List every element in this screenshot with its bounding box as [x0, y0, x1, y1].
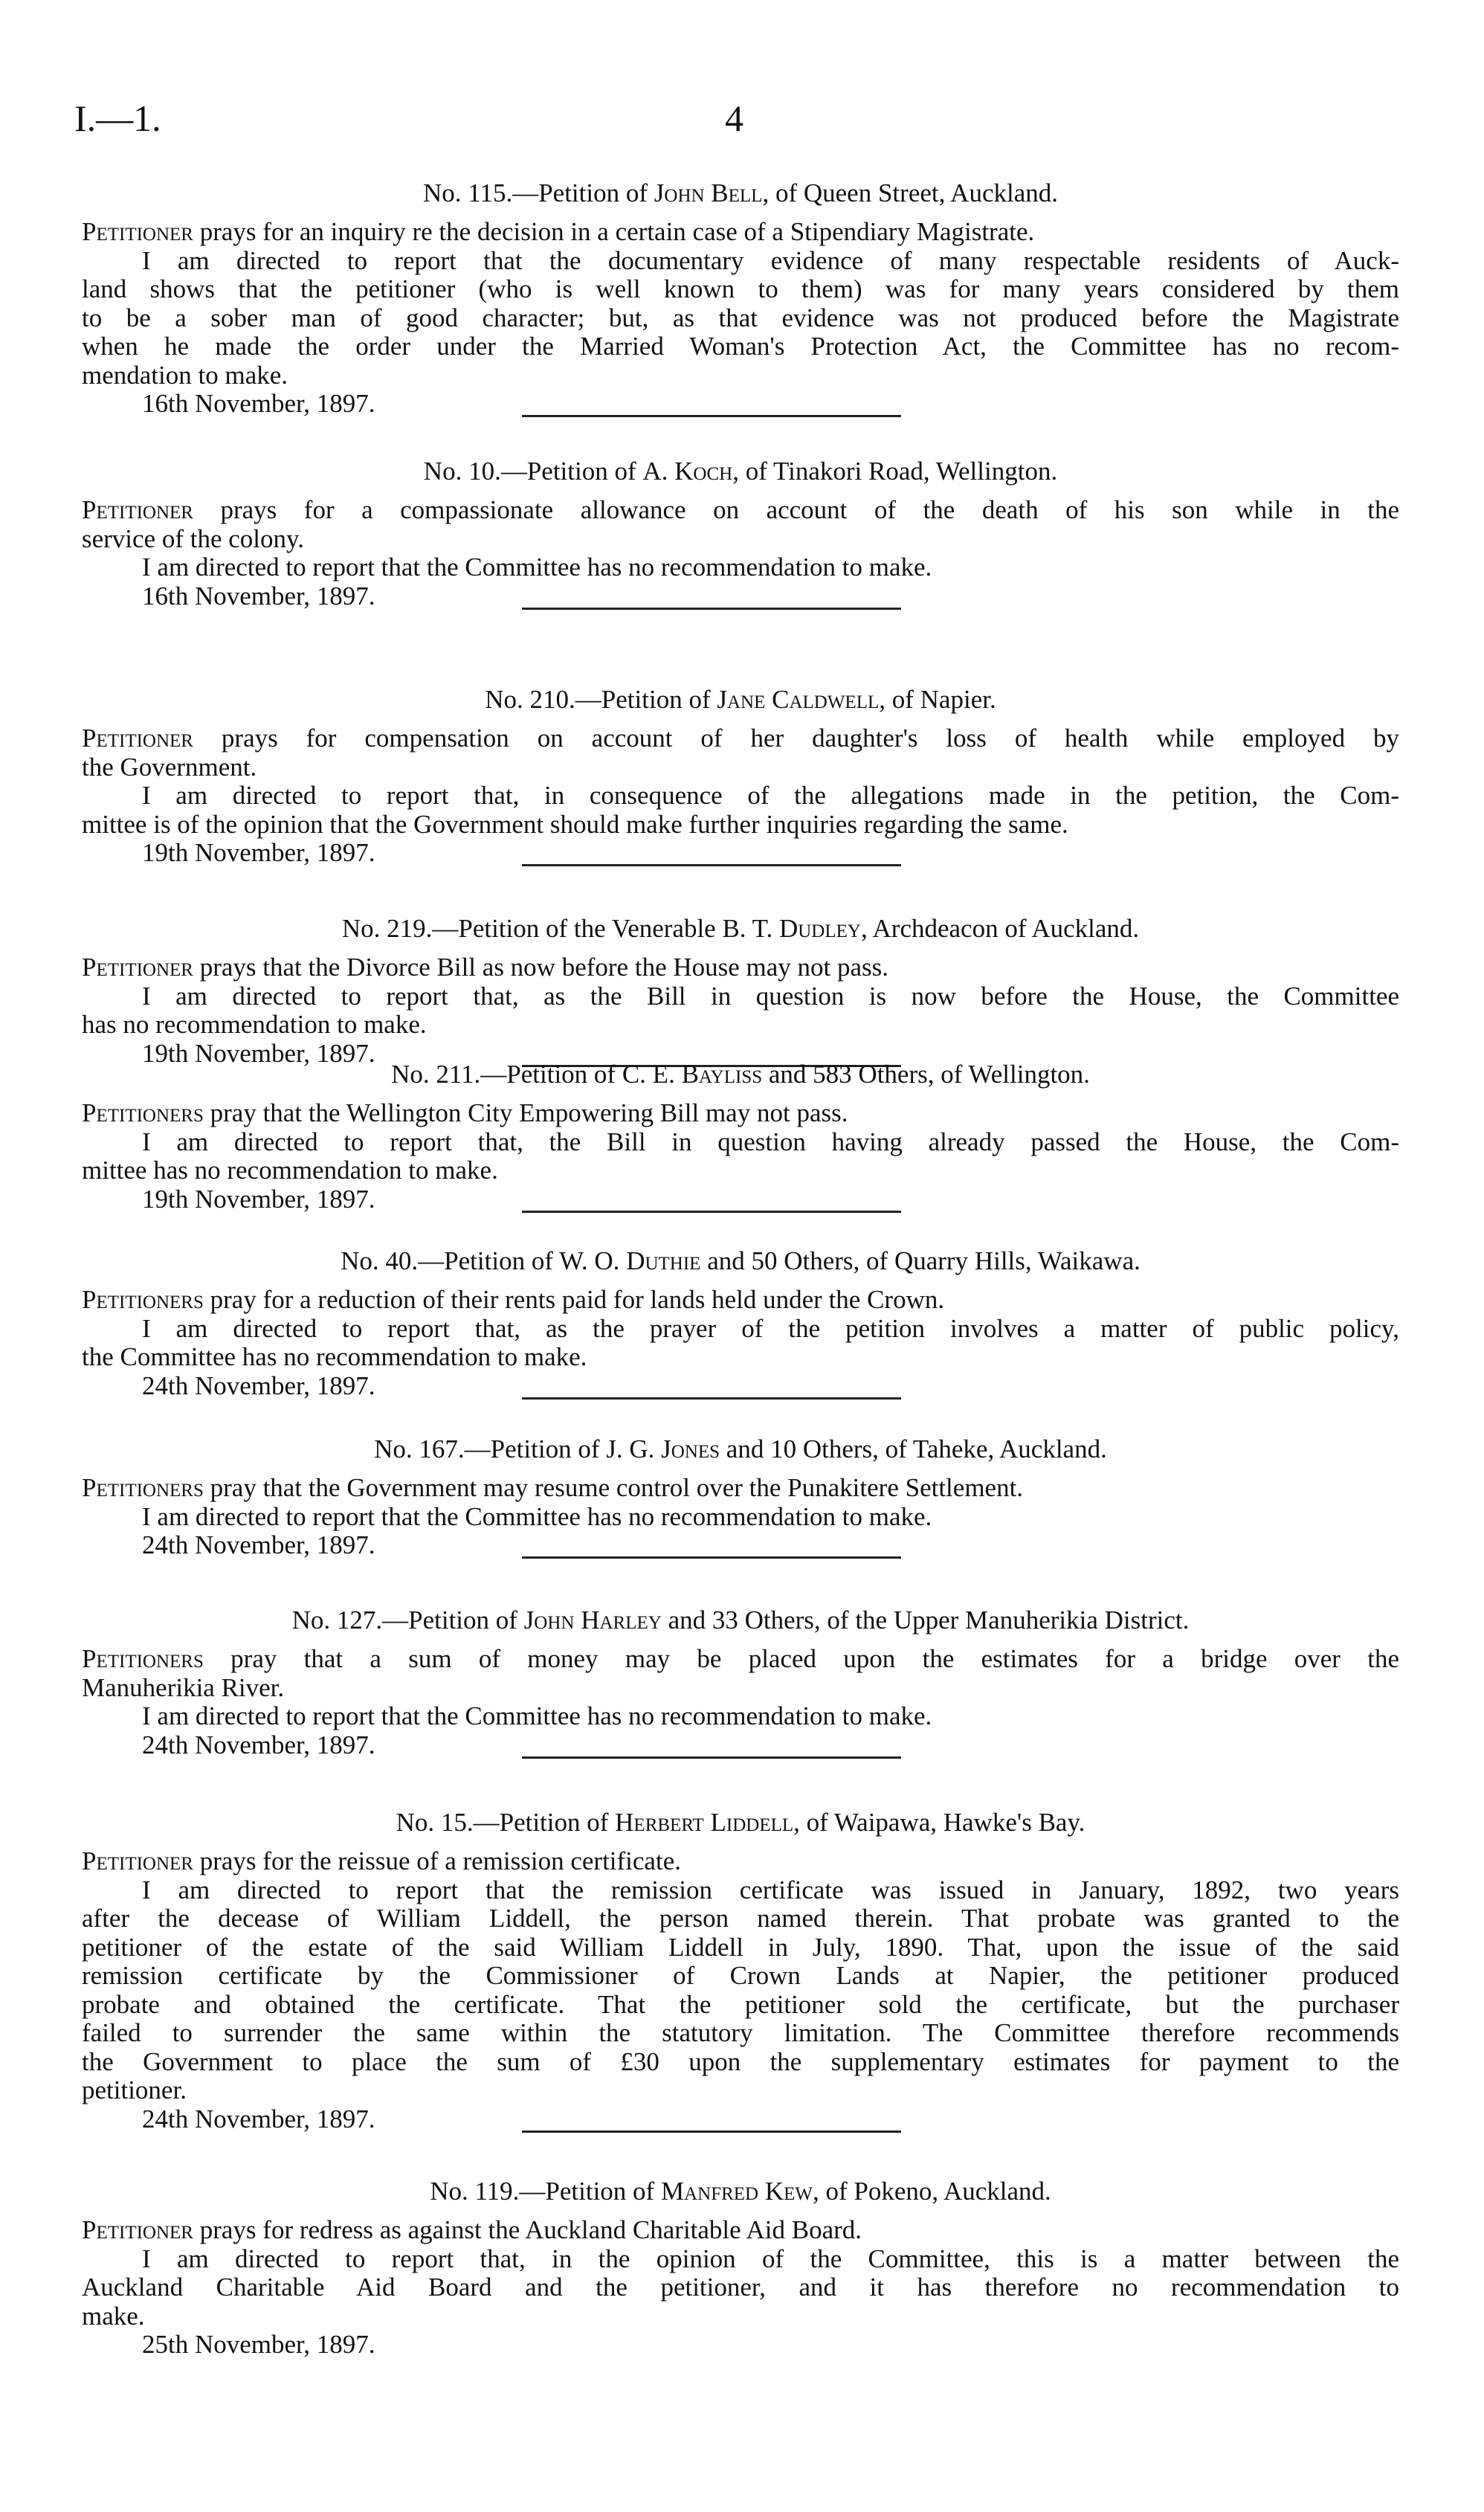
report-line: mendation to make.: [82, 360, 288, 390]
section-divider: [522, 1556, 901, 1559]
prayer-text: Manuherikia River.: [82, 1672, 285, 1702]
petition-heading: [82, 1246, 1399, 1276]
report-line: Auckland Charitable Aid Board and the petitioner, and it has therefore no recommendation to: [82, 2273, 1399, 2302]
prayer-line: [82, 1674, 1399, 1703]
prayer-text: pray that the Government may resume control over the Punakitere Settlement.: [203, 1473, 1024, 1502]
heading-prefix: No. 40.—Petition of W. O.: [341, 1246, 627, 1275]
prayer-text: pray for a reduction of their rents paid for lands held under the Crown.: [203, 1285, 945, 1314]
prayer-text: service of the colony.: [82, 524, 305, 553]
heading-prefix: No. 210.—Petition of: [485, 685, 717, 714]
section-divider: [522, 1211, 901, 1213]
prayer-line: [82, 753, 1399, 782]
report-date: 25th November, 1897.: [142, 2330, 375, 2359]
petitioner-name: John Harley: [523, 1606, 662, 1635]
report-date: 24th November, 1897.: [142, 2104, 375, 2133]
report-line: when he made the order under the Married Woman's Protection Act, the Committee has no recom-: [82, 332, 1399, 361]
report-line: failed to surrender the same within the statutory limitation. The Committee therefore recommends: [82, 2019, 1399, 2047]
petitioner-word: Petitioners: [82, 1645, 204, 1673]
petitioner-word: Petitioner: [82, 724, 193, 753]
petition-section: [82, 914, 1399, 1068]
report-date: 16th November, 1897.: [142, 389, 375, 418]
prayer-text: pray that a sum of money may be placed upon the estimates for a bridge over the: [203, 1645, 1399, 1673]
section-divider: [522, 415, 901, 417]
petition-heading: [82, 914, 1399, 944]
heading-prefix: No. 119.—Petition of: [430, 2177, 661, 2206]
report-line: I am directed to report that, in consequence of the allegations made in the petition, the Com-: [142, 782, 1399, 810]
prayer-line: [82, 1286, 1399, 1315]
report-date: 19th November, 1897.: [142, 838, 375, 867]
date-line: [82, 839, 1399, 868]
petition-heading: [82, 685, 1399, 715]
report-line: I am directed to report that the documentary evidence of many respectable residents of Auck-: [142, 246, 1399, 275]
report-line: probate and obtained the certificate. That the petitioner sold the certificate, but the purchaser: [82, 1990, 1399, 2019]
petitioner-name: Jones: [661, 1434, 720, 1463]
heading-suffix: , Archdeacon of Auckland.: [860, 914, 1140, 943]
heading-prefix: No. 115.—Petition of: [422, 178, 654, 207]
report-line: the Government to place the sum of £30 upon the supplementary estimates for payment to the: [82, 2047, 1399, 2076]
petitioner-name: Jane Caldwell: [717, 685, 880, 714]
petitioner-name: A. Koch: [642, 457, 733, 486]
heading-prefix: No. 211.—Petition of C. E.: [391, 1060, 682, 1089]
report-date: 24th November, 1897.: [142, 1371, 375, 1400]
report-line: the Committee has no recommendation to make.: [82, 1342, 587, 1371]
petitioner-word: Petitioner: [82, 953, 193, 982]
heading-suffix: and 10 Others, of Taheke, Auckland.: [720, 1434, 1107, 1463]
document-code: I.—1.: [74, 97, 161, 139]
prayer-line: [82, 1099, 1399, 1128]
heading-prefix: No. 127.—Petition of: [291, 1606, 524, 1635]
petition-heading: [82, 1434, 1399, 1464]
petition-section: [82, 1434, 1399, 1560]
petitioner-name: Bayliss: [681, 1060, 763, 1089]
date-line: [82, 2331, 1399, 2360]
prayer-line: [82, 1645, 1399, 1674]
prayer-line: [82, 525, 1399, 554]
heading-suffix: , of Tinakori Road, Wellington.: [732, 457, 1058, 486]
report-line: land shows that the petitioner (who is well known to them) was for many years considered by them: [82, 275, 1399, 303]
date-line: [82, 390, 1399, 419]
prayer-line: [82, 496, 1399, 525]
heading-prefix: No. 10.—Petition of: [423, 457, 643, 486]
prayer-text: prays for an inquiry re the decision in a certain case of a Stipendiary Magistrate.: [193, 217, 1035, 246]
date-line: [82, 1731, 1399, 1760]
report-date: 16th November, 1897.: [142, 581, 375, 611]
prayer-text: prays for a compassionate allowance on account of the death of his son while in the: [193, 496, 1399, 524]
heading-prefix: No. 219.—Petition of the Venerable B. T.: [341, 914, 779, 943]
report-line: I am directed to report that the Committee has no recommendation to make.: [142, 1501, 932, 1531]
heading-suffix: , of Napier.: [879, 685, 996, 714]
petitioner-word: Petitioner: [82, 217, 193, 246]
report-date: 24th November, 1897.: [142, 1530, 375, 1559]
report-line: mittee has no recommendation to make.: [82, 1156, 498, 1185]
petition-heading: [82, 457, 1399, 486]
heading-suffix: and 50 Others, of Quarry Hills, Waikawa.: [700, 1246, 1141, 1275]
prayer-text: prays for compensation on account of her daughter's loss of health while employed by: [193, 724, 1399, 753]
report-date: 24th November, 1897.: [142, 1730, 375, 1759]
petition-heading: [82, 1606, 1399, 1635]
petitioner-name: Manfred Kew: [660, 2177, 813, 2206]
date-line: [82, 582, 1399, 611]
prayer-line: [82, 953, 1399, 982]
petitioner-word: Petitioner: [82, 2215, 193, 2244]
date-line: [82, 2105, 1399, 2134]
report-line: I am directed to report that the Committee has no recommendation to make.: [142, 553, 932, 582]
page-number: 4: [725, 97, 743, 139]
prayer-text: prays that the Divorce Bill as now before the House may not pass.: [193, 953, 889, 982]
petition-heading: [82, 178, 1399, 208]
report-line: mittee is of the opinion that the Government should make further inquiries regarding the same.: [82, 809, 1068, 839]
petition-section: [82, 1246, 1399, 1400]
report-line: I am directed to report that the Committee has no recommendation to make.: [142, 1701, 932, 1730]
report-line: petitioner of the estate of the said William Liddell in July, 1890. That, upon the issue of the said: [82, 1933, 1399, 1962]
section-divider: [522, 1756, 901, 1759]
prayer-line: [82, 218, 1399, 247]
report-line: after the decease of William Liddell, the person named therein. That probate was granted to the: [82, 1904, 1399, 1933]
petitioner-word: Petitioners: [82, 1285, 204, 1314]
report-line: make.: [82, 2301, 145, 2331]
petition-section: [82, 1808, 1399, 2133]
prayer-line: [82, 2216, 1399, 2245]
petitioner-name: Herbert Liddell: [615, 1808, 794, 1837]
section-divider: [522, 864, 901, 866]
petition-heading: [82, 2177, 1399, 2206]
petitioner-word: Petitioner: [82, 496, 193, 524]
petition-section: [82, 178, 1399, 419]
prayer-text: the Government.: [82, 752, 257, 782]
prayer-text: pray that the Wellington City Empowering Bill may not pass.: [203, 1098, 848, 1127]
report-line: I am directed to report that, in the opinion of the Committee, this is a matter between the: [142, 2244, 1399, 2273]
petitioner-word: Petitioners: [82, 1098, 204, 1127]
report-line: I am directed to report that, the Bill in question having already passed the House, the Com-: [142, 1127, 1399, 1156]
petitioner-name: John Bell: [654, 178, 763, 207]
petition-section: [82, 1606, 1399, 1759]
section-divider: [522, 608, 901, 610]
prayer-text: prays for redress as against the Auckland Charitable Aid Board.: [193, 2215, 862, 2244]
date-line: [82, 1185, 1399, 1214]
petition-section: [82, 457, 1399, 611]
heading-suffix: , of Pokeno, Auckland.: [813, 2177, 1051, 2206]
section-divider: [522, 1397, 901, 1400]
report-line: has no recommendation to make.: [82, 1010, 427, 1039]
prayer-line: [82, 1847, 1399, 1876]
petition-heading: [82, 1060, 1399, 1089]
petitioner-name: Dudley: [778, 914, 861, 943]
report-line: to be a sober man of good character; but, as that evidence was not produced before the Magistrate: [82, 303, 1399, 332]
prayer-text: prays for the reissue of a remission certificate.: [193, 1846, 681, 1875]
heading-suffix: and 583 Others, of Wellington.: [762, 1060, 1090, 1089]
report-line: petitioner.: [82, 2075, 187, 2104]
petitioner-name: Duthie: [626, 1246, 701, 1275]
heading-prefix: No. 15.—Petition of: [396, 1808, 616, 1837]
heading-suffix: and 33 Others, of the Upper Manuherikia District.: [661, 1606, 1190, 1635]
petitioner-word: Petitioner: [82, 1846, 193, 1875]
section-divider: [522, 2131, 901, 2133]
report-date: 19th November, 1897.: [142, 1038, 375, 1068]
petition-section: [82, 2177, 1399, 2360]
report-line: I am directed to report that, as the Bill in question is now before the House, the Committee: [142, 982, 1399, 1011]
report-line: I am directed to report that the remission certificate was issued in January, 1892, two years: [142, 1875, 1399, 1904]
heading-prefix: No. 167.—Petition of J. G.: [374, 1434, 662, 1463]
report-date: 19th November, 1897.: [142, 1184, 375, 1214]
date-line: [82, 1531, 1399, 1560]
petitioner-word: Petitioners: [82, 1473, 204, 1502]
prayer-line: [82, 724, 1399, 753]
petition-section: [82, 1060, 1399, 1214]
prayer-line: [82, 1474, 1399, 1503]
date-line: [82, 1372, 1399, 1401]
petition-heading: [82, 1808, 1399, 1838]
heading-suffix: , of Waipawa, Hawke's Bay.: [793, 1808, 1085, 1837]
report-line: I am directed to report that, as the prayer of the petition involves a matter of public policy,: [142, 1314, 1399, 1343]
petition-section: [82, 685, 1399, 868]
heading-suffix: , of Queen Street, Auckland.: [762, 178, 1058, 207]
report-line: remission certificate by the Commissioner of Crown Lands at Napier, the petitioner produced: [82, 1962, 1399, 1990]
